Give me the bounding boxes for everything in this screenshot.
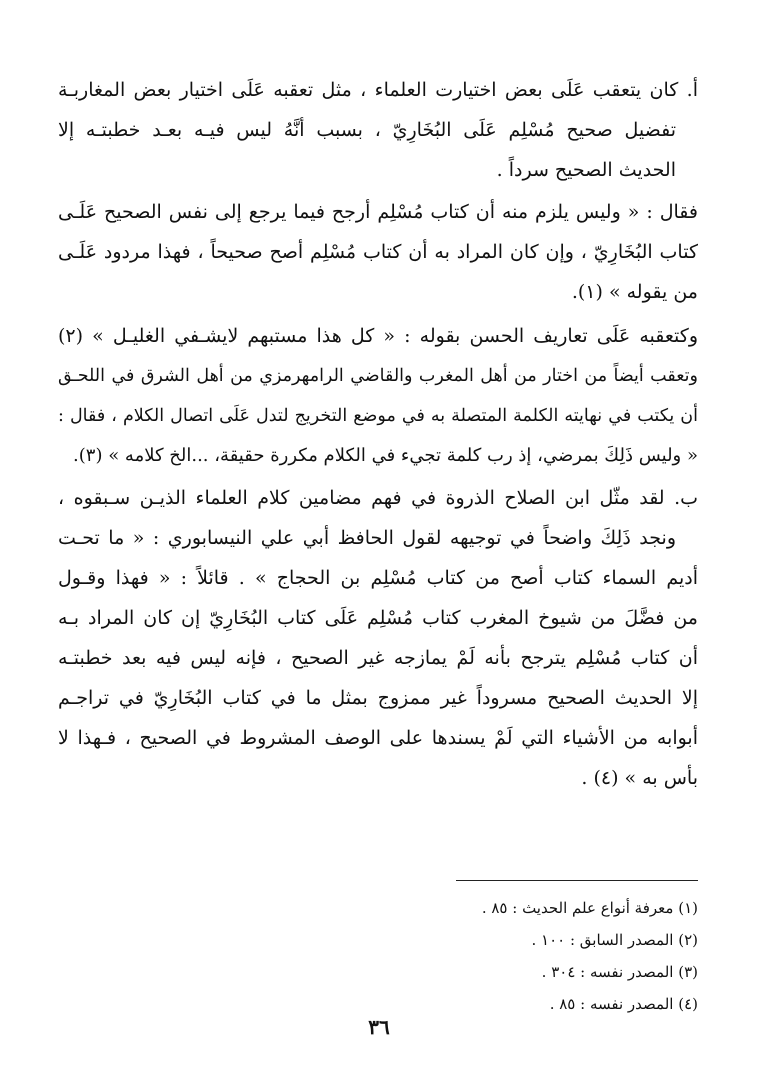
footnote-divider	[456, 880, 698, 881]
text-line-7: وكتعقبه عَلَى تعاريف الحسن بقوله : « كل هذا مستبهم لايشـفي الغليـل » (٢)	[58, 325, 698, 347]
text-line-15: أن كتاب مُسْلِم يترجح بأنه لَمْ يمازجه غير الصحيح ، فإنه ليس فيه بعد خطبتـه	[58, 647, 698, 669]
text-line-14: من فضَّلَ من شيوخ المغرب كتاب مُسْلِم عَلَى كتاب البُخَارِيّ إن كان المراد بـه	[58, 607, 698, 629]
text-line-12: ونجد ذَلِكَ واضحاً في توجيهه لقول الحافظ أبي علي النيسابوري : « ما تحـت	[58, 527, 676, 549]
text-line-2: تفضيل صحيح مُسْلِم عَلَى البُخَارِيّ ، بسبب أنَّهُ ليس فيـه بعـد خطبتـه إلا	[58, 119, 676, 141]
text-line-3: الحديث الصحيح سرداً .	[496, 159, 676, 181]
text-line-16: إلا الحديث الصحيح مسروداً غير ممزوج بمثل ما في كتاب البُخَارِيّ في تراجـم	[58, 687, 698, 709]
text-line-18: بأس به » (٤) .	[581, 767, 698, 789]
footnote-1: (١) معرفة أنواع علم الحديث : ٨٥ .	[481, 899, 698, 917]
footnote-3: (٣) المصدر نفسه : ٣٠٤ .	[541, 963, 698, 981]
text-line-4: فقال : « وليس يلزم منه أن كتاب مُسْلِم أرجح فيما يرجع إلى نفس الصحيح عَلَـى	[58, 201, 698, 223]
text-line-9: أن يكتب في نهايته الكلمة المتصلة به في موضع التخريج لتدل عَلَى اتصال الكلام ، فقال :	[58, 406, 698, 426]
footnote-2: (٢) المصدر السابق : ١٠٠ .	[531, 931, 698, 949]
text-line-10: « وليس ذَلِكَ بمرضي، إذ رب كلمة تجيء في الكلام مكررة حقيقة، ...الخ كلامه » (٣).	[73, 445, 698, 466]
footnote-4: (٤) المصدر نفسه : ٨٥ .	[549, 995, 698, 1013]
text-line-17: أبوابه من الأشياء التي لَمْ يسندها على الوصف المشروط في الصحيح ، فـهذا لا	[58, 727, 698, 749]
text-line-13: أديم السماء كتاب أصح من كتاب مُسْلِم بن الحجاج » . قائلاً : « فهذا وقـول	[58, 567, 698, 589]
text-line-1: أ. كان يتعقب عَلَى بعض اختيارت العلماء ، مثل تعقبه عَلَى اختيار بعض المغاربـة	[58, 79, 698, 101]
page-number: ٣٦	[368, 1015, 390, 1039]
text-line-11: ب. لقد مثّل ابن الصلاح الذروة في فهم مضامين كلام العلماء الذيـن سـبقوه ،	[58, 487, 698, 509]
text-line-8: وتعقب أيضاً من اختار من أهل المغرب والقاضي الرامهرمزي من أهل الشرق في اللحـق	[58, 366, 698, 386]
text-line-6: من يقوله » (١).	[571, 281, 698, 303]
text-line-5: كتاب البُخَارِيّ ، وإن كان المراد به أن كتاب مُسْلِم أصح صحيحاً ، فهذا مردود عَلَـى	[58, 241, 698, 263]
